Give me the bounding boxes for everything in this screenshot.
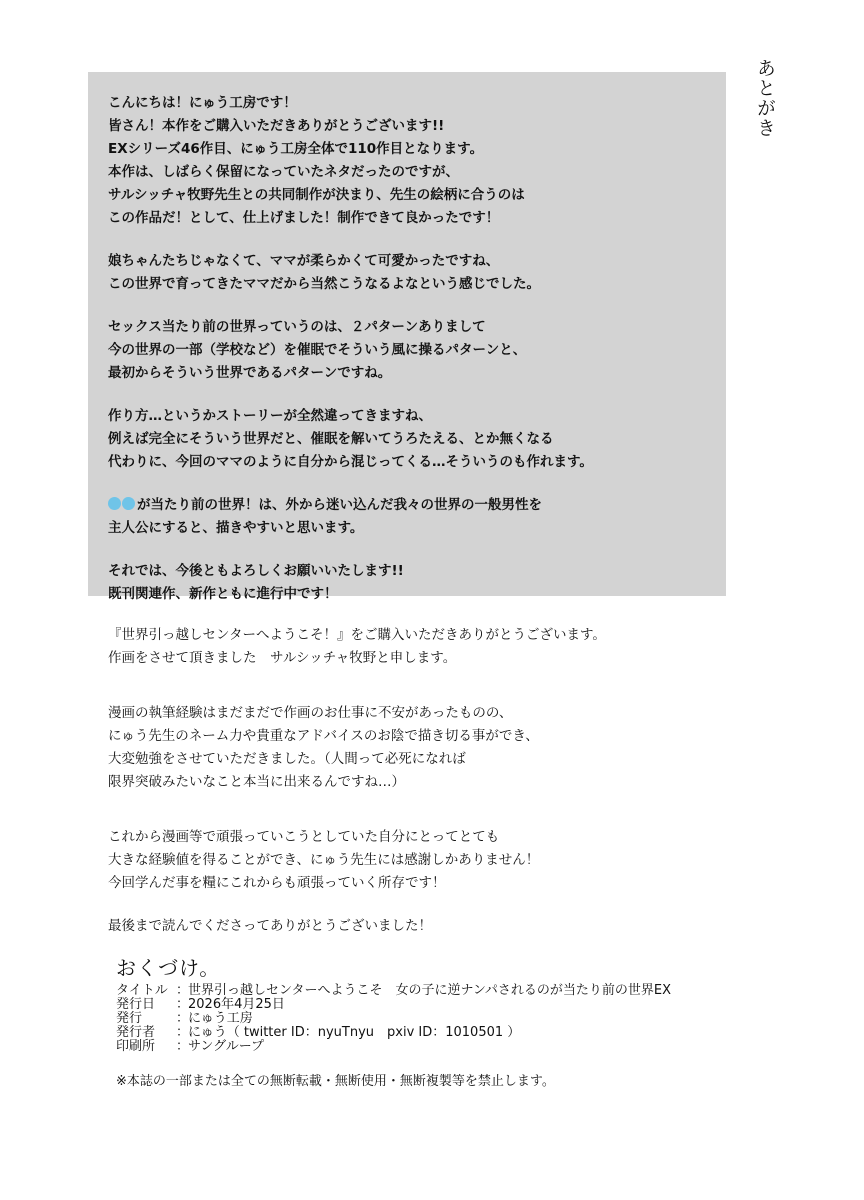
- artist-paragraph: 漫画の執筆経験はまだまだで作画のお仕事に不安があったものの、 にゅう先生のネーム力や貴重なアドバイスのお陰で描き切る事ができ、 大変勉強をさせていただきました。（人間って必死になれば 限界突破みたいなこと本当に出来るんですね…）: [108, 705, 539, 790]
- afterword-paragraph: セックス当たり前の世界っていうのは、２パターンありまして 今の世界の一部（学校など）を催眠でそういう風に操るパターンと、 最初からそういう世界であるパターンですね。: [108, 319, 527, 381]
- colophon-table: [116, 984, 671, 1054]
- artist-paragraph: これから漫画等で頑張っていこうとしていた自分にとってとても 大きな経験値を得ることができ、にゅう先生には感謝しかありません！ 今回学んだ事を糧にこれからも頑張っていく所存です！: [108, 829, 540, 891]
- colophon-row: 発行日 ： 2026年4月25日: [116, 997, 285, 1012]
- colophon-row: タイトル ： 世界引っ越しセンターへようこそ 女の子に逆ナンパされるのが当たり前の世界EX: [116, 983, 672, 998]
- colophon-row: 発行者 ： にゅう（ twitter ID：nyuTnyu pxiv ID：1010501 ）: [116, 1025, 521, 1040]
- afterword-title: あとがき: [754, 58, 776, 138]
- blue-dot-icon: [108, 497, 121, 510]
- afterword-paragraph: それでは、今後ともよろしくお願いいたします!! 既刊関連作、新作ともに進行中です！: [108, 563, 404, 602]
- afterword-paragraph: 作り方…というかストーリーが全然違ってきますね、 例えば完全にそういう世界だと、催眠を解いてうろたえる、とか無くなる 代わりに、今回のママのように自分から混じってくる…そういうのも作れます。: [108, 408, 593, 470]
- afterword-paragraph: が当たり前の世界！は、外から迷い込んだ我々の世界の一般男性を 主人公にすると、描きやすいと思います。: [108, 497, 542, 536]
- colophon-row: 印刷所 ： サングループ: [116, 1039, 265, 1054]
- colophon-row: 発行 ： にゅう工房: [116, 1011, 253, 1026]
- afterword-box: [88, 72, 726, 602]
- afterword-paragraph: 娘ちゃんたちじゃなくて、ママが柔らかくて可愛かったですね、 この世界で育ってきたママだから当然こうなるよなという感じでした。: [108, 253, 540, 292]
- colophon-heading: おくづけ。: [116, 956, 221, 980]
- afterword-paragraph: こんにちは！にゅう工房です！ 皆さん！本作をご購入いただきありがとうございます!! EXシリーズ46作目、にゅう工房全体で110作目となります。 本作は、しばらく保留になっていたネタだったのですが、 サルシッチャ牧野先生との共同制作が決まり、先生の絵柄に合うのは この作品だ！として、仕上げました！制作できて良かったです！: [108, 95, 525, 226]
- copyright-note: ※本誌の一部または全ての無断転載・無断使用・無断複製等を禁止します。: [116, 1074, 555, 1089]
- artist-note: [108, 624, 708, 958]
- blue-dot-icon: [122, 497, 135, 510]
- artist-paragraph: 『世界引っ越しセンターへようこそ！』をご購入いただきありがとうございます。 作画をさせて頂きました サルシッチャ牧野と申します。: [108, 627, 606, 666]
- artist-paragraph: 最後まで読んでくださってありがとうございました！: [108, 918, 432, 934]
